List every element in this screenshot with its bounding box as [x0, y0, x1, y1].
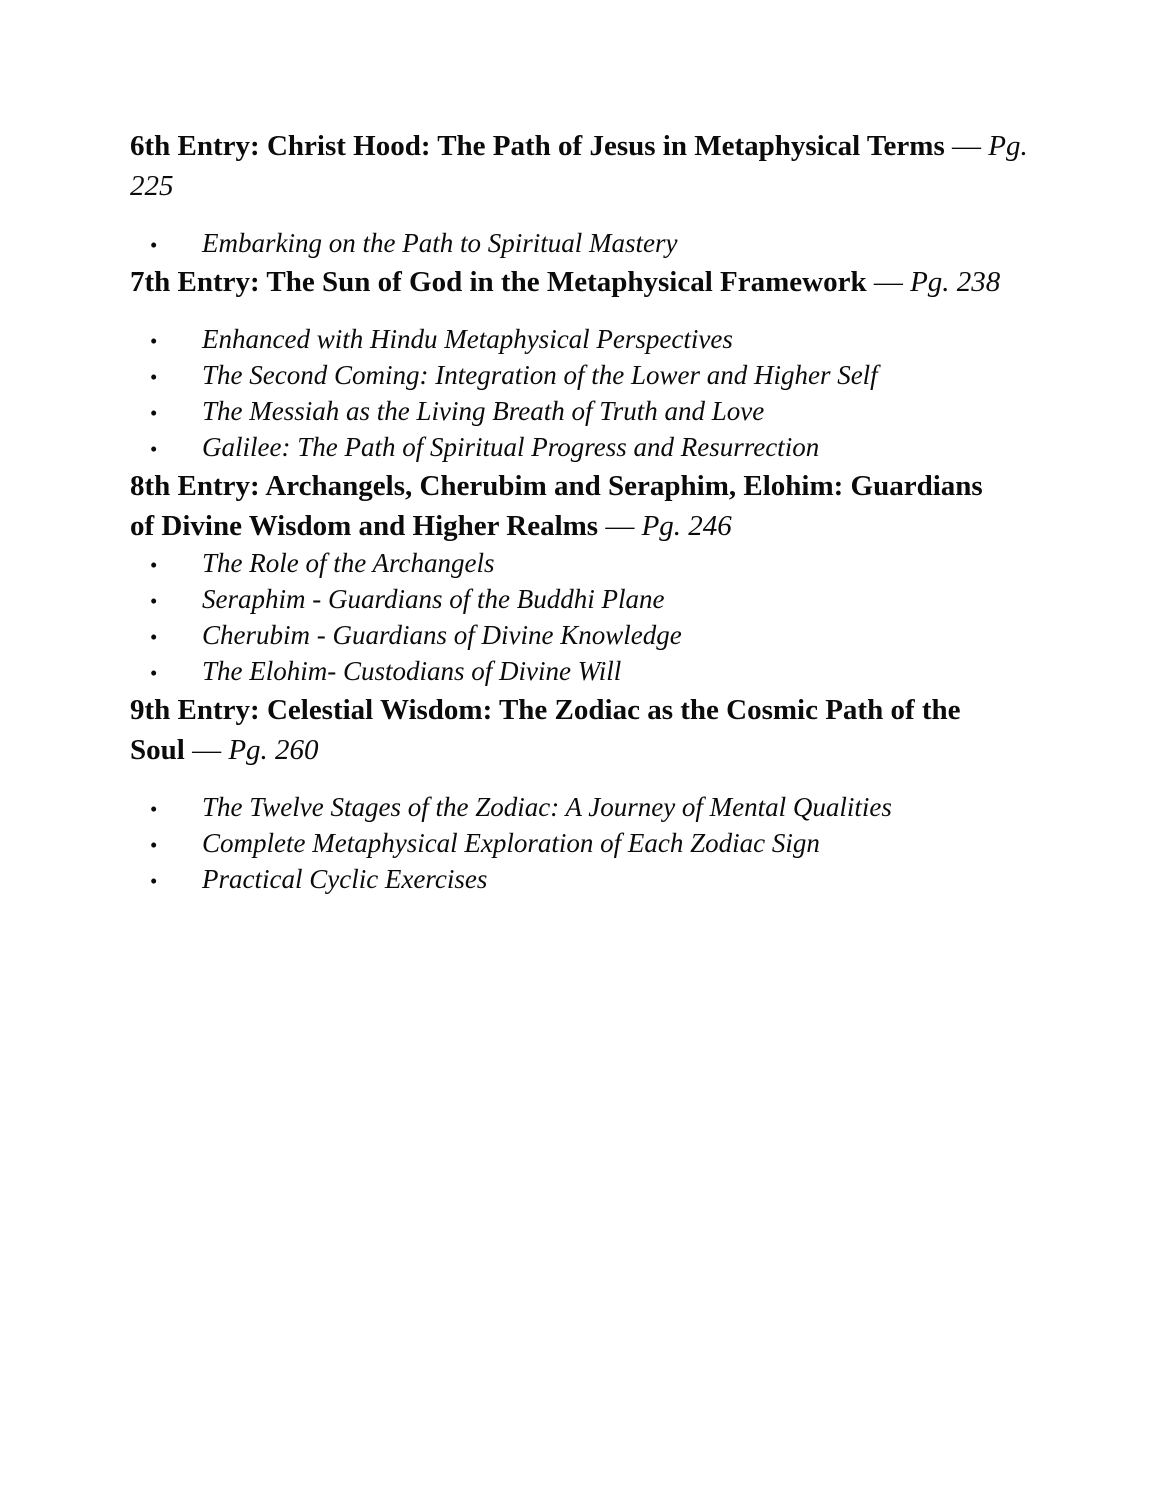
bullet-text: Practical Cyclic Exercises — [202, 864, 488, 894]
bullet-marker: • — [150, 869, 158, 893]
entry-title: 8th Entry: Archangels, Cherubim and Seraphim, Elohim: Guardians — [130, 470, 983, 502]
bullet-item — [130, 358, 1035, 394]
toc-entry-6 — [130, 126, 1035, 262]
bullet-marker: • — [150, 329, 158, 353]
bullet-marker: • — [150, 625, 158, 649]
bullet-text: Cherubim - Guardians of Divine Knowledge — [202, 620, 682, 650]
em-dash: — — [192, 734, 222, 766]
bullet-marker: • — [150, 797, 158, 821]
bullet-text: The Twelve Stages of the Zodiac: A Journey of Mental Qualities — [202, 792, 892, 822]
entry-heading-line — [130, 690, 1035, 730]
entry-title: of Divine Wisdom and Higher Realms — [130, 510, 599, 542]
bullet-list — [130, 322, 1035, 466]
bullet-marker: • — [150, 661, 158, 685]
bullet-list — [130, 226, 1035, 262]
bullet-text: The Role of the Archangels — [202, 548, 495, 578]
bullet-item — [130, 322, 1035, 358]
toc-entry-7 — [130, 262, 1035, 466]
bullet-marker: • — [150, 437, 158, 461]
bullet-marker: • — [150, 401, 158, 425]
bullet-marker: • — [150, 365, 158, 389]
bullet-text: The Elohim- Custodians of Divine Will — [202, 656, 622, 686]
entry-heading-line — [130, 730, 1035, 770]
table-of-contents — [130, 126, 1035, 898]
bullet-text: Complete Metaphysical Exploration of Each Zodiac Sign — [202, 828, 820, 858]
toc-entry-8 — [130, 466, 1035, 690]
bullet-text: Seraphim - Guardians of the Buddhi Plane — [202, 584, 665, 614]
entry-heading-line — [130, 466, 1035, 506]
em-dash: — — [605, 510, 635, 542]
page-ref: Pg. — [988, 130, 1028, 162]
bullet-item — [130, 226, 1035, 262]
bullet-list — [130, 790, 1035, 898]
page-ref: Pg. 238 — [910, 266, 1001, 298]
bullet-item — [130, 394, 1035, 430]
bullet-marker: • — [150, 833, 158, 857]
entry-heading-line — [130, 166, 1035, 206]
bullet-text: Galilee: The Path of Spiritual Progress and Resurrection — [202, 432, 820, 462]
bullet-marker: • — [150, 553, 158, 577]
entry-heading-line — [130, 506, 1035, 546]
entry-title: Soul — [130, 734, 185, 766]
bullet-text: Enhanced with Hindu Metaphysical Perspectives — [202, 324, 733, 354]
page-ref: 225 — [130, 170, 174, 202]
bullet-text: The Messiah as the Living Breath of Truth and Love — [202, 396, 765, 426]
bullet-item — [130, 618, 1035, 654]
em-dash: — — [873, 266, 903, 298]
bullet-item — [130, 862, 1035, 898]
bullet-marker: • — [150, 233, 158, 257]
bullet-item — [130, 790, 1035, 826]
bullet-item — [130, 546, 1035, 582]
bullet-item — [130, 430, 1035, 466]
bullet-item — [130, 654, 1035, 690]
bullet-text: Embarking on the Path to Spiritual Mastery — [202, 228, 678, 258]
page-ref: Pg. 260 — [228, 734, 319, 766]
toc-entry-9 — [130, 690, 1035, 898]
em-dash: — — [951, 130, 981, 162]
entry-title: 7th Entry: The Sun of God in the Metaphysical Framework — [130, 266, 867, 298]
bullet-item — [130, 582, 1035, 618]
page-ref: Pg. 246 — [641, 510, 732, 542]
bullet-text: The Second Coming: Integration of the Lower and Higher Self — [202, 360, 878, 390]
bullet-item — [130, 826, 1035, 862]
entry-title: 6th Entry: Christ Hood: The Path of Jesus in Metaphysical Terms — [130, 130, 945, 162]
entry-heading-line — [130, 126, 1035, 166]
entry-heading-line — [130, 262, 1035, 302]
bullet-list — [130, 546, 1035, 690]
entry-title: 9th Entry: Celestial Wisdom: The Zodiac as the Cosmic Path of the — [130, 694, 961, 726]
bullet-marker: • — [150, 589, 158, 613]
